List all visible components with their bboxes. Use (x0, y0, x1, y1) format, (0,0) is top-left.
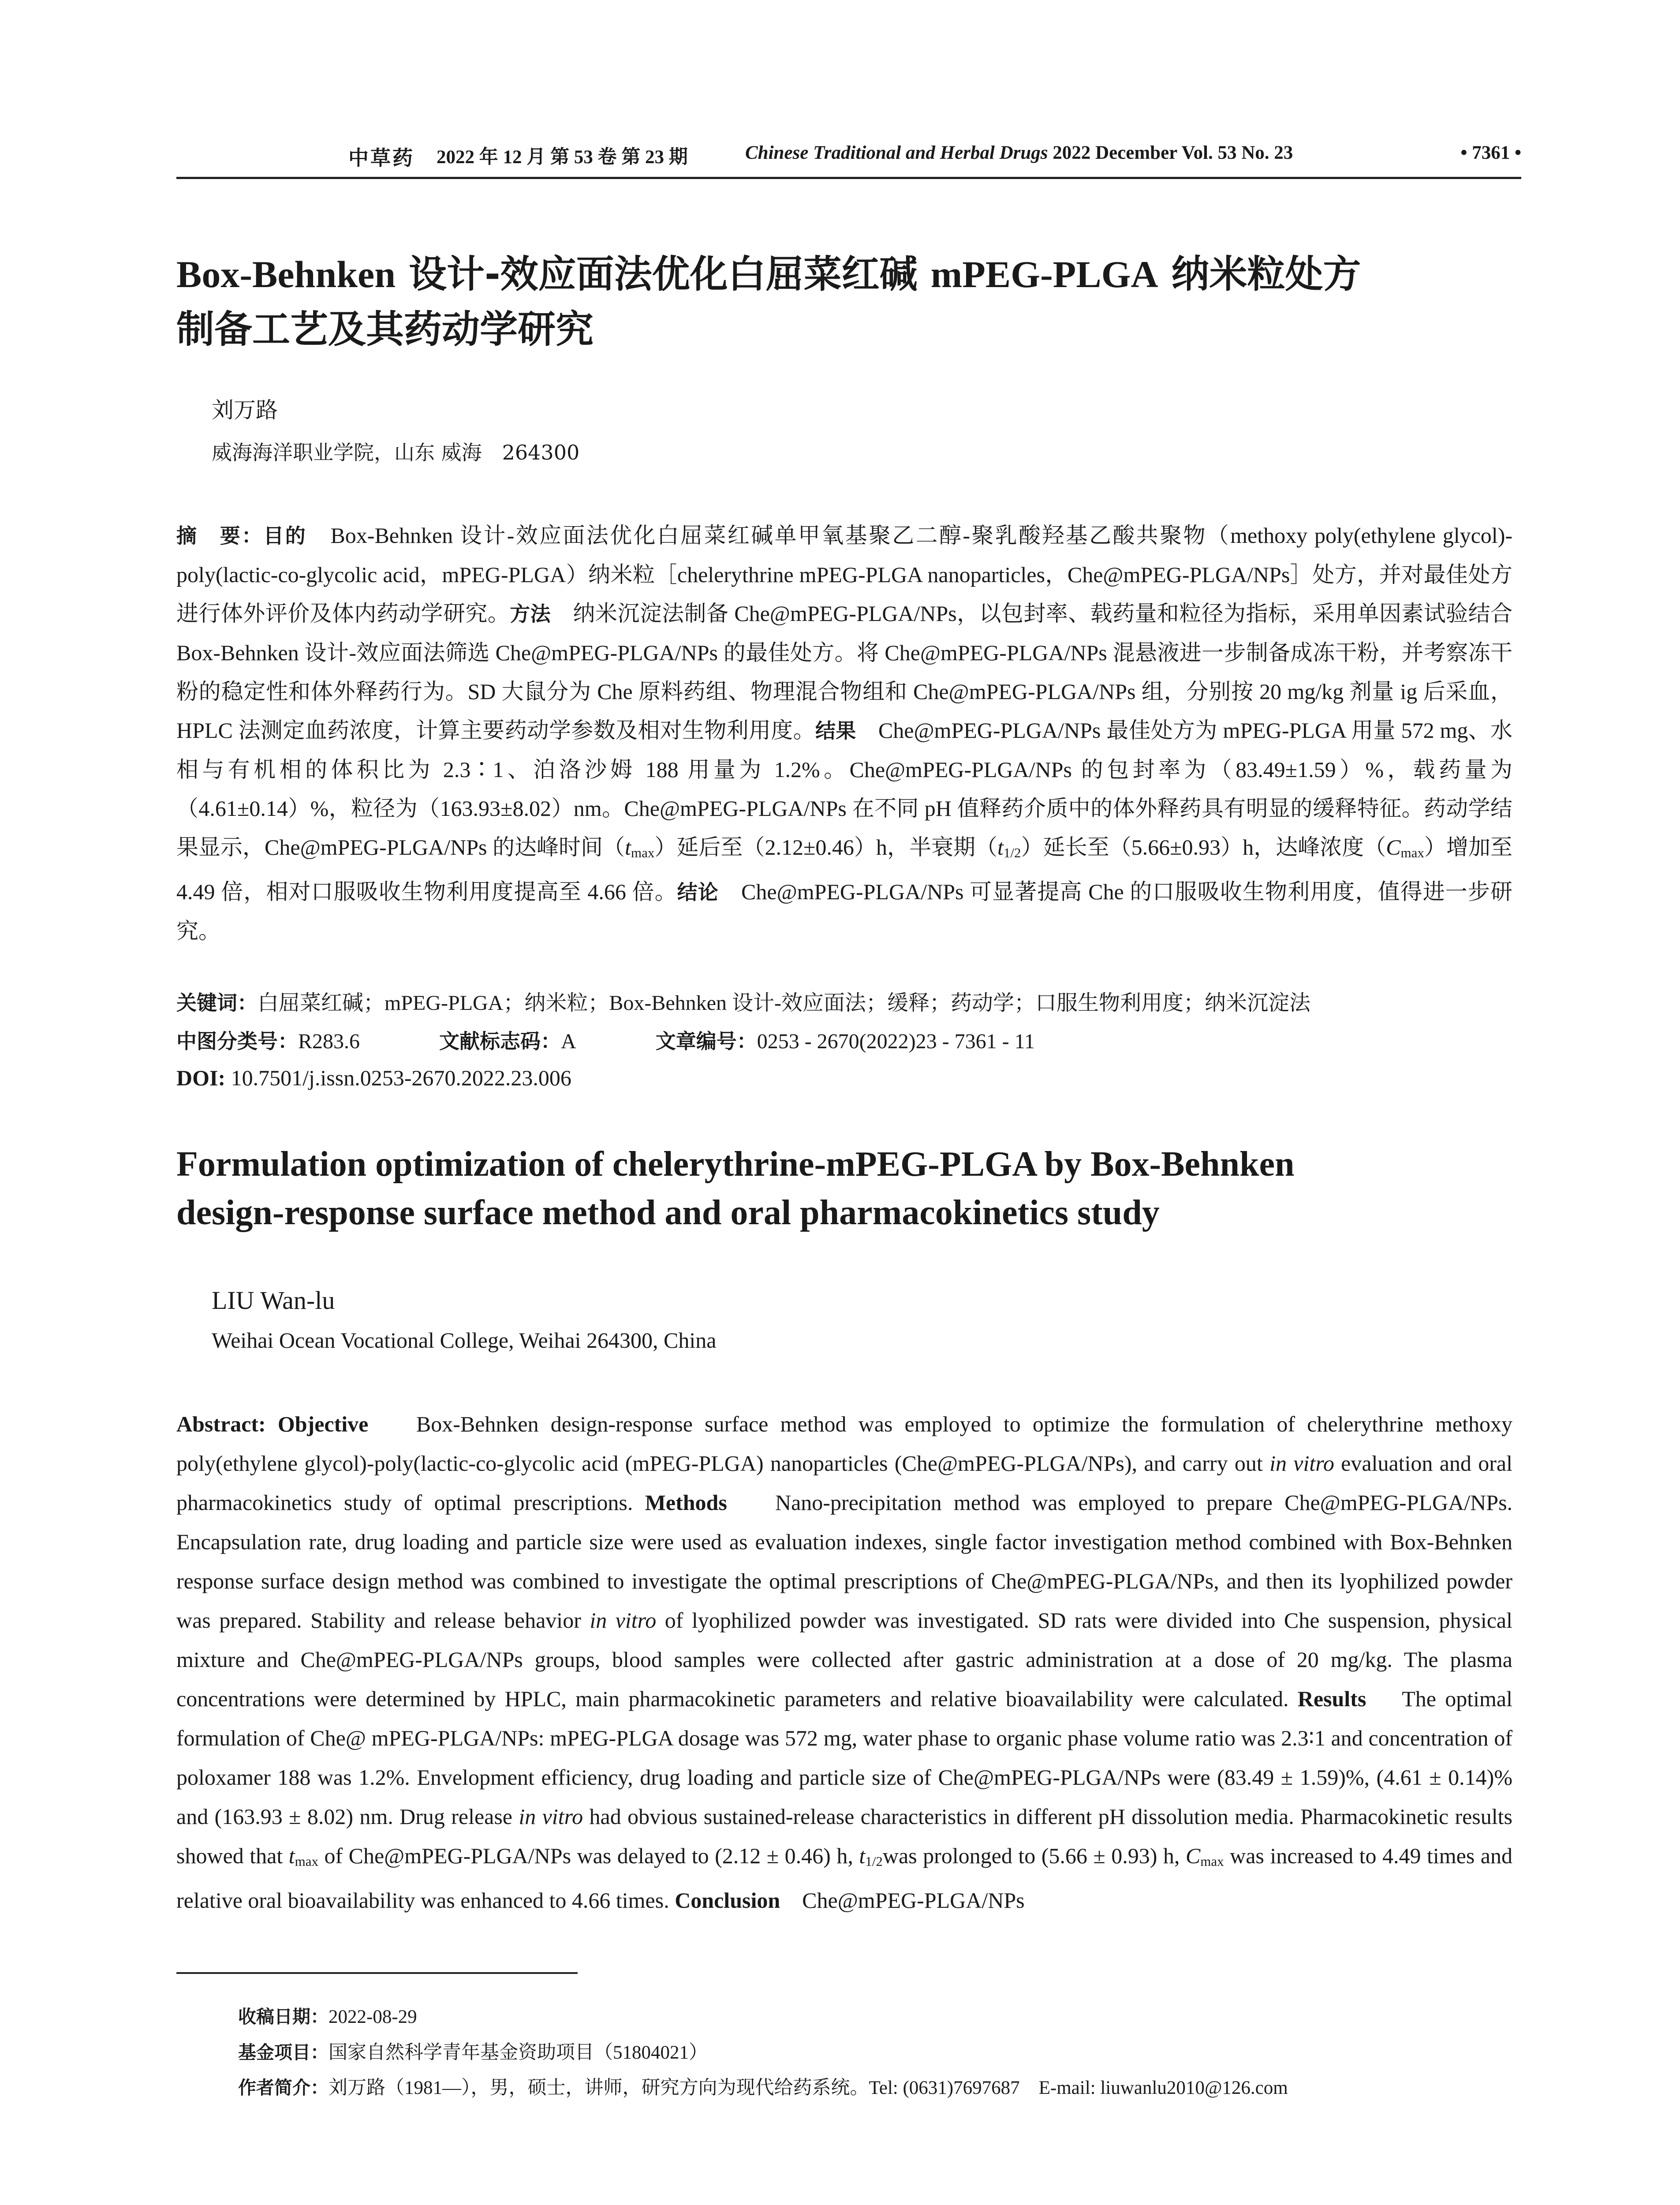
doi-label: DOI: (176, 1065, 226, 1090)
cn-keywords-text: 白屈菜红碱；mPEG-PLGA；纳米粒；Box-Behnken 设计-效应面法；缓释；药动学；口服生物利用度；纳米沉淀法 (258, 991, 1310, 1015)
article-no-label: 文章编号： (655, 1029, 757, 1053)
cn-cmax-c: C (1386, 835, 1401, 860)
en-cmax-c: C (1185, 1843, 1201, 1868)
issue-en (745, 142, 1293, 164)
journal-en: Chinese Traditional and Herbal Drugs (745, 142, 1048, 163)
en-in-vitro-1: in vitro (1269, 1451, 1334, 1476)
cn-results-label: 结果 (815, 719, 856, 743)
cn-tmax-sub: max (631, 845, 655, 860)
cn-keywords-label: 关键词： (176, 991, 258, 1015)
en-abstract (176, 1405, 1512, 1920)
en-thalf-sub: 1/2 (865, 1854, 883, 1869)
cn-abstract (176, 516, 1512, 950)
cn-methods-label: 方法 (510, 602, 551, 626)
cn-title-seg-a: Box-Behnken (176, 253, 396, 295)
en-methods-a: Nano-precipitation method was employed to prepare Che@mPEG-PLGA/NPs. Encapsulation rate, drug loading and particle size were used as evaluation indexes, single factor investigation method combined with Box-Behnken response surface design method was combined to investigate the optimal prescriptions of Che@mPEG-PLGA/NPs, and then its lyophilized powder was prepared. Stability and release behavior (176, 1490, 1513, 1633)
cn-abstract-label: 摘 要： (176, 524, 264, 548)
en-cmax-sub: max (1200, 1854, 1224, 1869)
cn-methods: 纳米沉淀法制备 Che@mPEG-PLGA/NPs，以包封率、载药量和粒径为指标，采用单因素试验结合 Box-Behnken 设计-效应面法筛选 Che@mPEG-PLGA/NPs 的最佳处方。将 Che@mPEG-PLGA/NPs 混悬液进一步制备成冻干粉，并考察冻干粉的稳定性和体外释药行为。SD 大鼠分为 Che 原料药组、物理混合物组和 Che@mPEG-PLGA/NPs 组，分别按 20 mg/kg 剂量 ig 后采血，HPLC 法测定血药浓度，计算主要药动学参数及相对生物利用度。 (176, 601, 1513, 743)
en-methods-b: of lyophilized powder was investigated. SD rats were divided into Che suspension, physical mixture and Che@mPEG-PLGA/NPs groups, blood samples were collected after gastric administration at a dose of 20 mg/kg. The plasma concentrations were determined by HPLC, main pharmacokinetic parameters and relative bioavailability were calculated. (176, 1608, 1512, 1711)
clc-label: 中图分类号： (176, 1029, 298, 1053)
en-author: LIU Wan-lu (212, 1286, 335, 1315)
cn-author: 刘万路 (212, 397, 278, 423)
cn-classification (176, 1025, 1512, 1054)
cn-objective: Box-Behnken 设计-效应面法优化白屈菜红碱单甲氧基聚乙二醇-聚乳酸羟基乙酸共聚物（methoxy poly(ethylene glycol)-poly(lactic-co-glycolic acid，mPEG-PLGA）纳米粒［chelerythrine mPEG-PLGA nanoparticles，Che@mPEG-PLGA/NPs］处方，并对最佳处方进行体外评价及体内药动学研究。 (176, 523, 1513, 626)
header-rule (176, 177, 1521, 179)
cn-cmax-sub: max (1400, 845, 1424, 860)
running-header (176, 142, 1521, 177)
fund-value: 国家自然科学青年基金资助项目（51804021） (329, 2042, 708, 2063)
en-conclusion-label: Conclusion (675, 1888, 780, 1913)
footnote-rule (176, 1972, 578, 1974)
en-results-a: The optimal formulation of Che@ mPEG-PLGA/NPs: mPEG-PLGA dosage was 572 mg, water phase to organic phase volume ratio was 2.3∶1 and concentration of poloxamer 188 was 1.2%. Envelopment efficiency, drug loading and particle size of Che@mPEG-PLGA/NPs were (83.49 ± 1.59)%, (4.61 ± 0.14)% and (163.93 ± 8.02) nm. Drug release (176, 1686, 1513, 1829)
en-affiliation: Weihai Ocean Vocational College, Weihai 264300, China (212, 1328, 717, 1353)
en-abstract-label: Abstract: (176, 1412, 266, 1436)
en-in-vitro-3: in vitro (519, 1804, 583, 1829)
en-conclusion: Che@mPEG-PLGA/NPs (802, 1888, 1025, 1913)
cn-conclusion: Che@mPEG-PLGA/NPs 可显著提高 Che 的口服吸收生物利用度，值得进一步研究。 (176, 879, 1513, 943)
author-bio-label: 作者简介： (238, 2077, 329, 2098)
cn-title (176, 247, 1490, 357)
fund-label: 基金项目： (238, 2042, 329, 2063)
doc-code-value: A (561, 1030, 576, 1053)
en-methods-label: Methods (645, 1490, 727, 1515)
en-results-d: was prolonged to (5.66 ± 0.93) h, (882, 1843, 1186, 1868)
page-number: • 7361 • (1460, 142, 1521, 163)
en-thalf-t: t (859, 1843, 866, 1868)
en-results-label: Results (1297, 1686, 1366, 1711)
en-title (176, 1140, 1499, 1237)
cn-title-seg-b: 设计-效应面法优化白屈菜红碱 (396, 252, 931, 296)
en-objective-a: Box-Behnken design-response surface method was employed to optimize the formulation of chelerythrine methoxy poly(ethylene glycol)-poly(lactic-co-glycolic acid (mPEG-PLGA) nanoparticles (Che@mPEG-PLGA/NPs), and carry out (176, 1412, 1513, 1476)
received-value: 2022-08-29 (329, 2007, 417, 2027)
cn-title-seg-d: 纳米粒处方 (1158, 252, 1361, 296)
en-title-line2: design-response surface method and oral pharmacokinetics study (176, 1193, 1160, 1232)
doc-code-label: 文献标志码： (439, 1029, 561, 1053)
en-objective-b: evaluation and oral pharmacokinetics study of optimal prescriptions. (176, 1451, 1512, 1515)
en-results-c: of Che@mPEG-PLGA/NPs was delayed to (2.12 ± 0.46) h, (318, 1843, 859, 1868)
en-results-e: was increased to 4.49 times and relative oral bioavailability was enhanced to 4.66 times. (176, 1843, 1512, 1913)
footnote-author (238, 2073, 1288, 2100)
received-label: 收稿日期： (238, 2006, 329, 2027)
en-tmax-t: t (288, 1843, 295, 1868)
cn-results-c: ）延长至（5.66±0.93）h，达峰浓度（ (1021, 835, 1386, 860)
cn-tmax-t: t (625, 835, 631, 860)
issue-cn: 2022 年 12 月 第 53 卷 第 23 期 (437, 147, 688, 168)
author-bio-value: 刘万路（1981—），男，硕士，讲师，研究方向为现代给药系统。Tel: (0631)7697687 E-mail: liuwanlu2010@126.com (329, 2078, 1288, 2098)
issue-en-date: 2022 December Vol. 53 No. 23 (1053, 142, 1293, 163)
cn-results-b: ）延后至（2.12±0.46）h，半衰期（ (654, 835, 997, 860)
cn-title-line2: 制备工艺及其药动学研究 (176, 307, 594, 351)
cn-title-seg-c: mPEG-PLGA (930, 253, 1158, 295)
clc-value: R283.6 (298, 1030, 360, 1053)
cn-keywords (176, 986, 1512, 1016)
cn-title-line1 (176, 247, 1490, 302)
en-tmax-sub: max (295, 1854, 318, 1869)
en-objective-label: Objective (277, 1412, 369, 1436)
cn-thalf-sub: 1/2 (1003, 845, 1021, 860)
cn-results-a: Che@mPEG-PLGA/NPs 最佳处方为 mPEG-PLGA 用量 572 mg、水相与有机相的体积比为 2.3∶1、泊洛沙姆 188 用量为 1.2%。Che@mPEG-PLGA/NPs 的包封率为（83.49±1.59）%，载药量为（4.61±0.14）%，粒径为（163.93±8.02）nm。Che@mPEG-PLGA/NPs 在不同 pH 值释药介质中的体外释药具有明显的缓释特征。药动学结果显示，Che@mPEG-PLGA/NPs 的达峰时间（ (176, 718, 1512, 860)
cn-results-d: ）增加至 4.49 倍，相对口服吸收生物利用度提高至 4.66 倍。 (176, 835, 1512, 904)
doi-line (176, 1065, 571, 1091)
cn-objective-label: 目的 (263, 524, 307, 548)
doi-value: 10.7501/j.issn.0253-2670.2022.23.006 (225, 1065, 571, 1090)
footnote-received (238, 2002, 417, 2028)
cn-affiliation: 威海海洋职业学院，山东 威海 264300 (212, 441, 580, 464)
journal-logo-text: 中草药 (348, 146, 414, 170)
footnote-fund (238, 2037, 708, 2064)
en-results-b: had obvious sustained-release characteristics in different pH dissolution media. Pharmacokinetic results showed that (176, 1804, 1512, 1868)
en-in-vitro-2: in vitro (590, 1608, 657, 1633)
en-title-line1: Formulation optimization of chelerythrine-mPEG-PLGA by Box-Behnken (176, 1145, 1295, 1184)
cn-thalf-t: t (997, 835, 1004, 860)
article-no-value: 0253 - 2670(2022)23 - 7361 - 11 (757, 1030, 1035, 1053)
cn-conclusion-label: 结论 (677, 880, 719, 904)
